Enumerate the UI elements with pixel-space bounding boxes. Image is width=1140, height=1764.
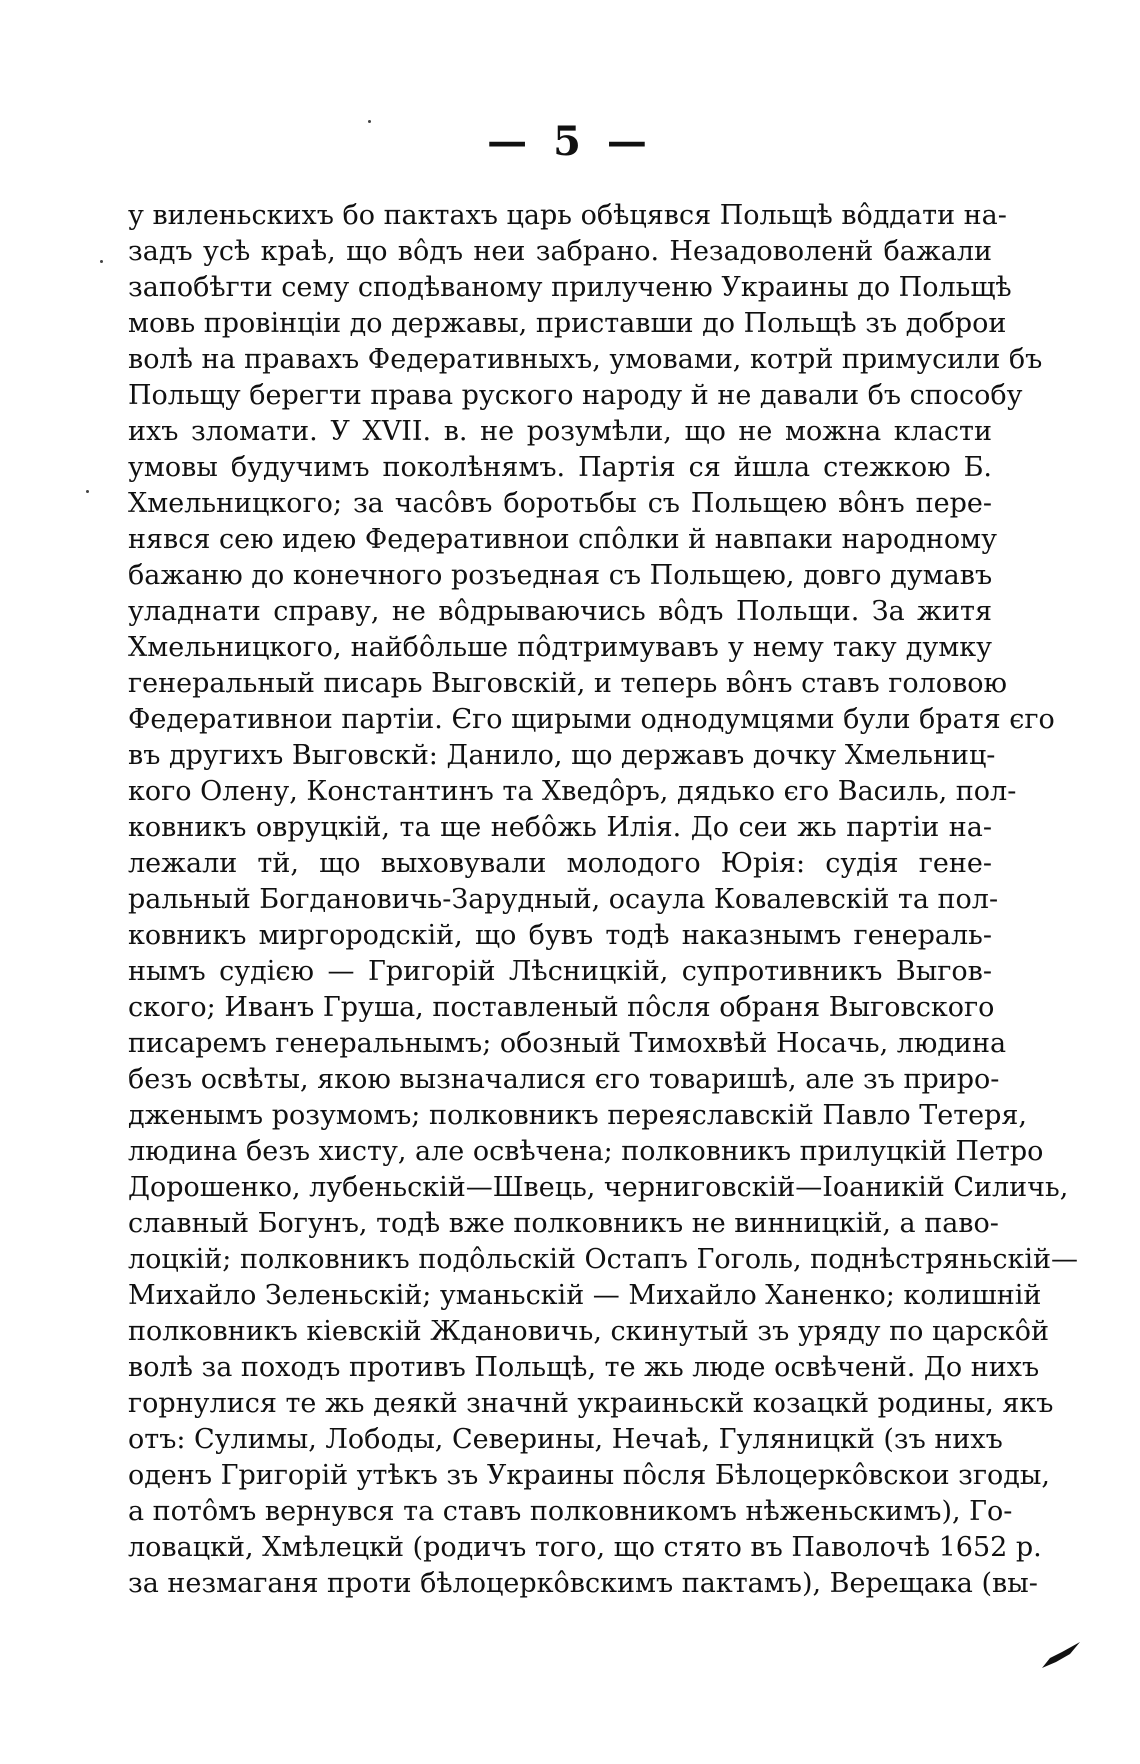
- text-line: лоцкій; полковникъ подôльскій Остапъ Гоголь, поднѣстряньскій—: [128, 1244, 1078, 1275]
- text-line: Дорошенко, лубеньскій—Швець, черниговскій—Іоаникій Силичь,: [128, 1172, 1069, 1203]
- text-line: запобѣгти сему сподѣваному прилученю Украины до Польщѣ: [128, 272, 1012, 303]
- text-line: Михайло Зеленьскій; уманьскій — Михайло Ханенко; колишній: [128, 1280, 1042, 1311]
- page-number: — 5 —: [487, 118, 653, 165]
- speck: [100, 260, 103, 263]
- text-line: кого Олену, Константинъ та Хведôръ, дядько єго Василь, пол-: [128, 776, 1017, 807]
- text-line: а потôмъ вернувся та ставъ полковникомъ нѣженьскимъ), Го-: [128, 1496, 1013, 1527]
- body-text: [128, 198, 1078, 1602]
- text-line: ральный Богдановичь-Зарудный, осаула Ковалевскій та пол-: [128, 884, 999, 915]
- text-line: умовы будучимъ поколѣнямъ. Партія ся йшла стежкою Б.: [128, 452, 992, 483]
- text-line: за незмаганя проти бѣлоцеркôвскимъ пактамъ), Верещака (вы-: [128, 1568, 1038, 1599]
- text-line: Хмельницкого; за часôвъ боротьбы съ Польщею вôнъ пере-: [128, 488, 992, 519]
- text-line: у виленьскихъ бо пактахъ царь обѣцявся Польщѣ вôддати на-: [128, 200, 1007, 231]
- text-line: оденъ Григорій утѣкъ зъ Украины пôсля Бѣлоцеркôвскои згоды,: [128, 1460, 1051, 1491]
- text-line: уладнати справу, не вôдрываючись вôдъ Польщи. За житя: [128, 596, 992, 627]
- text-line: горнулися те жь деякй значнй украиньскй козацкй родины, якъ: [128, 1388, 1054, 1419]
- text-line: дженымъ розумомъ; полковникъ переяславскій Павло Тетеря,: [128, 1100, 1028, 1131]
- text-line: славный Богунъ, тодѣ вже полковникъ не винницкій, а паво-: [128, 1208, 999, 1239]
- text-line: мовь провінціи до державы, приставши до Польщѣ зъ доброи: [128, 308, 1007, 339]
- text-line: бажаню до конечного розъедная съ Польщею, довго думавъ: [128, 560, 993, 591]
- text-line: Федеративнои партіи. Єго щирыми однодумцями були братя єго: [128, 704, 1055, 735]
- text-line: Польщу берегти права руского народу й не давали бъ способу: [128, 380, 1023, 411]
- text-line: ихъ зломати. У XVII. в. не розумѣли, що не можна класти: [128, 416, 992, 447]
- text-line: полковникъ кіевскій Ждановичь, скинутый зъ уряду по царскôй: [128, 1316, 1049, 1347]
- text-line: Хмельницкого, найбôльше пôдтримувавъ у нему таку думку: [128, 632, 992, 663]
- text-line: задъ усѣ краѣ, що вôдъ неи забрано. Незадоволенй бажали: [128, 236, 992, 267]
- speck: [86, 490, 89, 493]
- text-line: генеральный писарь Выговскій, и теперь вôнъ ставъ головою: [128, 668, 1008, 699]
- text-line: нявся сею идею Федеративнои спôлки й навпаки народному: [128, 524, 997, 555]
- text-line: ловацкй, Хмѣлецкй (родичъ того, що стято въ Паволочѣ 1652 р.: [128, 1532, 1042, 1563]
- text-line: отъ: Сулимы, Лободы, Северины, Нечаѣ, Гуляницкй (зъ нихъ: [128, 1424, 1003, 1455]
- text-line: людина безъ хисту, але освѣчена; полковникъ прилуцкій Петро: [128, 1136, 1044, 1167]
- text-line: лежали тй, що выховували молодого Юрія: судія гене-: [128, 848, 992, 879]
- text-line: нымъ судією — Григорій Лѣсницкій, супротивникъ Выгов-: [128, 956, 992, 987]
- text-line: волѣ на правахъ Федеративныхъ, умовами, котрй примусили бъ: [128, 344, 1043, 375]
- text-line: безъ освѣты, якою вызначалися єго товаришѣ, але зъ приро-: [128, 1064, 1000, 1095]
- text-line: волѣ за походъ противъ Польщѣ, те жь люде освѣченй. До нихъ: [128, 1352, 1040, 1383]
- speck: [368, 120, 371, 123]
- text-line: ского; Иванъ Груша, поставленый пôсля обраня Выговского: [128, 992, 995, 1023]
- quill-mark-icon: [1040, 1640, 1082, 1670]
- text-line: писаремъ генеральнымъ; обозный Тимохвѣй Носачь, людина: [128, 1028, 1007, 1059]
- text-line: ковникъ миргородскій, що бувъ тодѣ наказнымъ генераль-: [128, 920, 992, 951]
- text-line: въ другихъ Выговскй: Данило, що державъ дочку Хмельниц-: [128, 740, 996, 771]
- text-line: ковникъ овруцкій, та ще небôжь Илія. До сеи жь партіи на-: [128, 812, 992, 843]
